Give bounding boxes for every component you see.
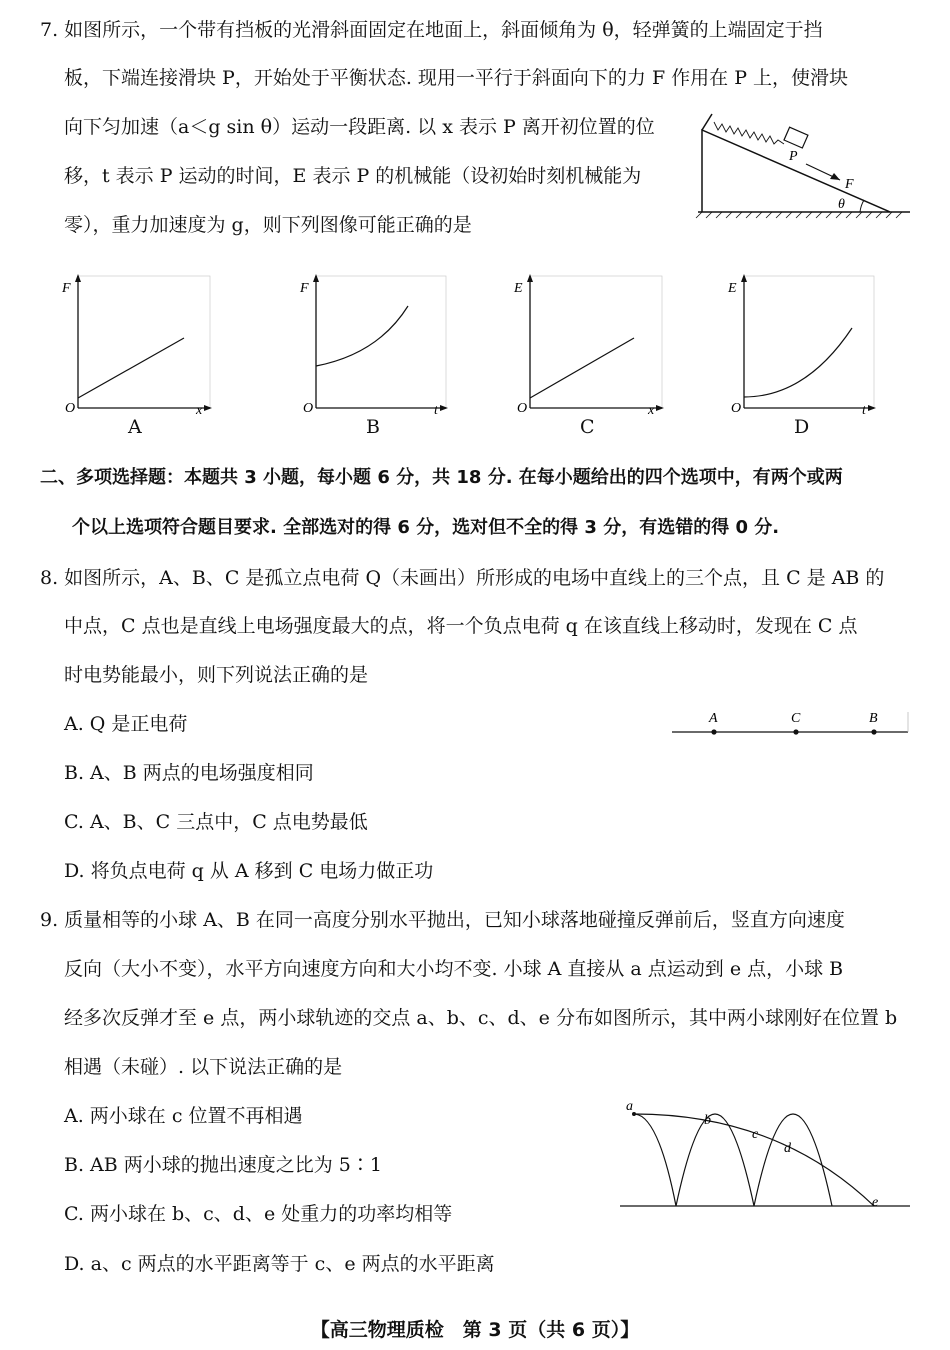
graph-b [298, 272, 453, 421]
graph-b-caption: B [366, 416, 380, 438]
traj-label-e: e [872, 1195, 879, 1210]
traj-label-a: a [626, 1099, 633, 1114]
graph-c-line [530, 338, 634, 398]
section2-heading-line-1: 二、多项选择题：本题共 3 小题，每小题 6 分，共 18 分. 在每小题给出的四个选项中，有两个或两 [40, 467, 843, 488]
point-a [711, 729, 716, 734]
ball-b-descent [634, 1114, 676, 1206]
q9-option-d: D. a、c 两点的水平距离等于 c、e 两点的水平距离 [64, 1253, 495, 1275]
q7-line-2: 板，下端连接滑块 P，开始处于平衡状态. 现用一平行于斜面向下的力 F 作用在 P 上，使滑块 [64, 67, 849, 89]
graph-a-xlabel: x [196, 403, 203, 418]
q8-option-c: C. A、B、C 三点中，C 点电势最低 [64, 811, 368, 833]
q7-line-4: 移，t 表示 P 运动的时间，E 表示 P 的机械能（设初始时刻机械能为 [64, 165, 642, 187]
graph-a-origin: O [65, 401, 76, 416]
angle-label: θ [838, 197, 845, 212]
graph-a-line [78, 338, 184, 398]
graph-d-curve [744, 328, 852, 397]
q9-option-c: C. 两小球在 b、c、d、e 处重力的功率均相等 [64, 1203, 453, 1225]
graph-b-curve [316, 306, 408, 366]
q9-line-2: 反向（大小不变），水平方向速度方向和大小均不变. 小球 A 直接从 a 点运动到 e 点，小球 B [64, 958, 844, 980]
q9-option-b: B. AB 两小球的抛出速度之比为 5∶1 [64, 1154, 382, 1176]
ball-b-bounce-1 [676, 1114, 754, 1206]
graph-b-ylabel: F [300, 281, 309, 296]
q8-option-d: D. 将负点电荷 q 从 A 移到 C 电场力做正功 [64, 860, 434, 882]
q7-line-3: 向下匀加速（a＜g sin θ）运动一段距离. 以 x 表示 P 离开初位置的位 [64, 116, 655, 138]
q7-line-5: 零），重力加速度为 g，则下列图像可能正确的是 [64, 214, 472, 236]
graph-d-caption: D [794, 416, 810, 438]
section2-heading-line-2: 个以上选项符合题目要求. 全部选对的得 6 分，选对但不全的得 3 分，有选错的得 0 分. [72, 517, 780, 538]
q7-line-1: 7. 如图所示，一个带有挡板的光滑斜面固定在地面上，斜面倾角为 θ，轻弹簧的上端固定于挡 [40, 19, 823, 41]
force-label: F [845, 177, 854, 192]
q8-line-1: 8. 如图所示，A、B、C 是孤立点电荷 Q（未画出）所形成的电场中直线上的三个点，且 C 是 AB 的 [40, 567, 885, 589]
q8-option-a: A. Q 是正电荷 [64, 713, 188, 735]
incline-figure [690, 100, 915, 224]
field-line-figure [672, 708, 912, 744]
point-c [793, 729, 798, 734]
block-label: P [789, 149, 798, 164]
q8-line-3: 时电势能最小，则下列说法正确的是 [64, 664, 369, 686]
graph-a-ylabel: F [62, 281, 71, 296]
graph-b-xlabel: t [434, 403, 438, 418]
ball-b-bounce-2 [754, 1114, 832, 1206]
q9-option-a: A. 两小球在 c 位置不再相遇 [64, 1105, 303, 1127]
point-a-label: A [709, 711, 718, 726]
traj-label-b: b [704, 1113, 711, 1128]
graph-c-caption: C [580, 416, 595, 438]
trajectory-figure [618, 1098, 913, 1217]
graph-d [726, 272, 881, 421]
q9-line-3: 经多次反弹才至 e 点，两小球轨迹的交点 a、b、c、d、e 分布如图所示，其中两小球刚好在位置 b [64, 1007, 898, 1029]
graph-d-ylabel: E [728, 281, 737, 296]
q9-line-1: 9. 质量相等的小球 A、B 在同一高度分别水平抛出，已知小球落地碰撞反弹前后，竖直方向速度 [40, 909, 845, 931]
q8-line-2: 中点，C 点也是直线上电场强度最大的点，将一个负点电荷 q 在该直线上移动时，发现在 C 点 [64, 615, 858, 637]
graph-a [60, 272, 215, 421]
traj-label-c: c [752, 1127, 759, 1142]
spring-icon [714, 122, 784, 144]
graph-b-origin: O [303, 401, 314, 416]
graph-d-origin: O [731, 401, 742, 416]
point-b [871, 729, 876, 734]
graph-a-caption: A [128, 416, 142, 438]
graph-d-xlabel: t [862, 403, 866, 418]
point-c-label: C [791, 711, 801, 726]
graph-c-ylabel: E [514, 281, 523, 296]
graph-c-xlabel: x [648, 403, 655, 418]
stopper-plate [702, 114, 712, 130]
traj-label-d: d [784, 1141, 791, 1156]
point-b-label: B [869, 711, 878, 726]
q9-line-4: 相遇（未碰）. 以下说法正确的是 [64, 1056, 343, 1078]
graph-c [512, 272, 667, 421]
block-p [784, 127, 808, 148]
q8-option-b: B. A、B 两点的电场强度相同 [64, 762, 314, 784]
page-footer: 【高三物理质检 第 3 页（共 6 页）】 [310, 1319, 640, 1341]
graph-c-origin: O [517, 401, 528, 416]
